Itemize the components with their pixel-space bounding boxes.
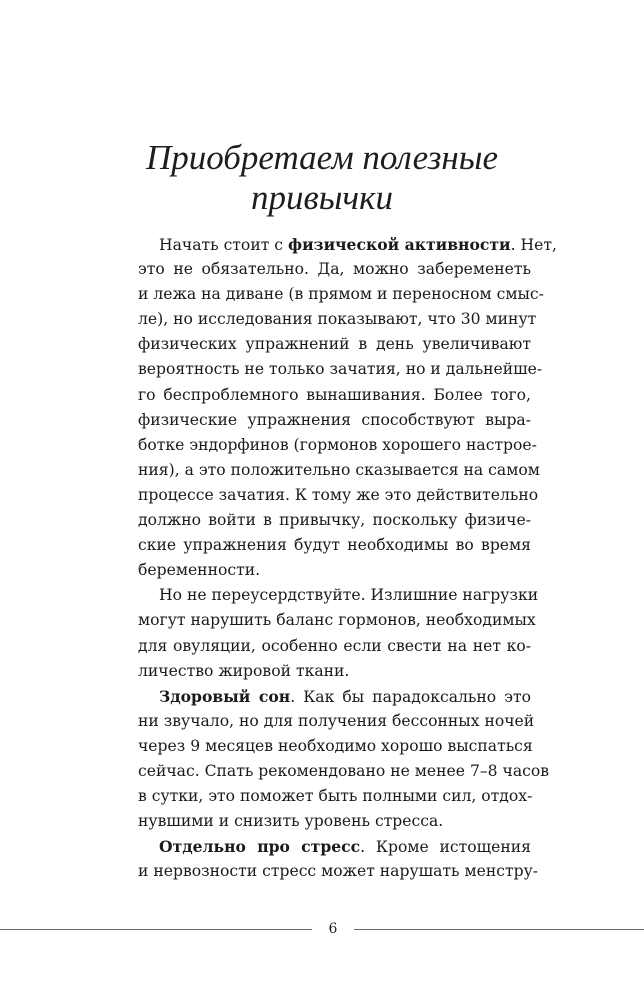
chapter-title-line-2: привычки xyxy=(251,178,393,217)
text-run: ле), но исследования показывают, что 30 минут xyxy=(138,310,537,329)
text-line xyxy=(138,257,531,282)
text-line xyxy=(138,608,536,633)
footer-rule-right xyxy=(354,929,644,930)
text-line xyxy=(138,784,531,809)
text-line xyxy=(138,433,537,458)
text-line xyxy=(138,332,531,357)
text-run: Но не переусердствуйте. Излишние нагрузки xyxy=(159,586,539,605)
text-run: в сутки, это поможет быть полными сил, отдох- xyxy=(138,787,533,806)
page-number: 6 xyxy=(328,921,338,937)
paragraph xyxy=(138,583,539,683)
text-line xyxy=(138,834,531,859)
bold-term: Здоровый сон xyxy=(159,686,291,706)
text-line xyxy=(138,684,531,709)
text-run: и лежа на диване (в прямом и переносном смыс- xyxy=(138,285,544,304)
page-footer xyxy=(0,918,644,942)
text-run: должно войти в привычку, поскольку физиче- xyxy=(138,511,531,530)
text-run: Начать стоит с xyxy=(159,236,288,254)
text-run: ния), а это положительно сказывается на самом xyxy=(138,460,540,479)
text-line xyxy=(138,558,531,583)
chapter-title xyxy=(0,138,644,218)
text-run: через 9 месяцев необходимо хорошо выспаться xyxy=(138,736,533,755)
paragraph xyxy=(138,232,557,583)
text-line xyxy=(138,458,540,483)
text-run: ские упражнения будут необходимы во время xyxy=(138,536,531,555)
text-run: сейчас. Спать рекомендовано не менее 7–8 часов xyxy=(138,761,550,780)
text-line xyxy=(138,709,535,734)
text-run: ни звучало, но для получения бессонных ночей xyxy=(138,711,535,730)
text-run: для овуляции, особенно если свести на нет ко- xyxy=(138,636,531,655)
text-run: личество жировой ткани. xyxy=(138,661,350,680)
text-line xyxy=(138,659,531,684)
bold-term: Отдельно про стресс xyxy=(159,837,361,857)
text-run: . Кроме истощения xyxy=(360,838,531,857)
text-line xyxy=(138,634,531,659)
text-line xyxy=(138,383,531,408)
text-line xyxy=(138,859,539,884)
text-line xyxy=(138,759,550,784)
footer-rule-left xyxy=(0,929,312,930)
text-run: вероятность не только зачатия, но и дальнейше- xyxy=(138,360,543,379)
text-run: . Нет, xyxy=(510,236,557,254)
paragraph xyxy=(138,834,539,884)
text-line xyxy=(138,533,531,558)
text-line xyxy=(138,307,537,332)
text-line xyxy=(138,583,539,608)
text-line xyxy=(138,282,544,307)
body-text xyxy=(138,232,557,884)
text-run: физических упражнений в день увеличивают xyxy=(138,335,531,354)
text-run: ботке эндорфинов (гормонов хорошего настрое- xyxy=(138,435,537,454)
text-run: нувшими и снизить уровень стресса. xyxy=(138,812,444,831)
text-line xyxy=(138,508,531,533)
text-line xyxy=(138,357,543,382)
text-run: это не обязательно. Да, можно забеременеть xyxy=(138,260,531,279)
text-run: физические упражнения способствуют выра- xyxy=(138,410,531,429)
text-run: и нервозности стресс может нарушать менстру- xyxy=(138,862,539,881)
text-run: го беспроблемного вынашивания. Более того, xyxy=(138,385,531,404)
text-run: беременности. xyxy=(138,561,261,580)
bold-term: физической активности xyxy=(288,235,511,254)
paragraph xyxy=(138,684,550,835)
chapter-title-line-1: Приобретаем полезные xyxy=(145,138,499,177)
text-line xyxy=(138,734,531,759)
text-line xyxy=(138,232,557,257)
text-run: процессе зачатия. К тому же это действительно xyxy=(138,485,539,504)
text-line xyxy=(138,809,531,834)
text-line xyxy=(138,483,539,508)
text-run: . Как бы парадоксально это xyxy=(290,687,531,706)
text-run: могут нарушить баланс гормонов, необходимых xyxy=(138,611,536,630)
text-line xyxy=(138,408,531,433)
